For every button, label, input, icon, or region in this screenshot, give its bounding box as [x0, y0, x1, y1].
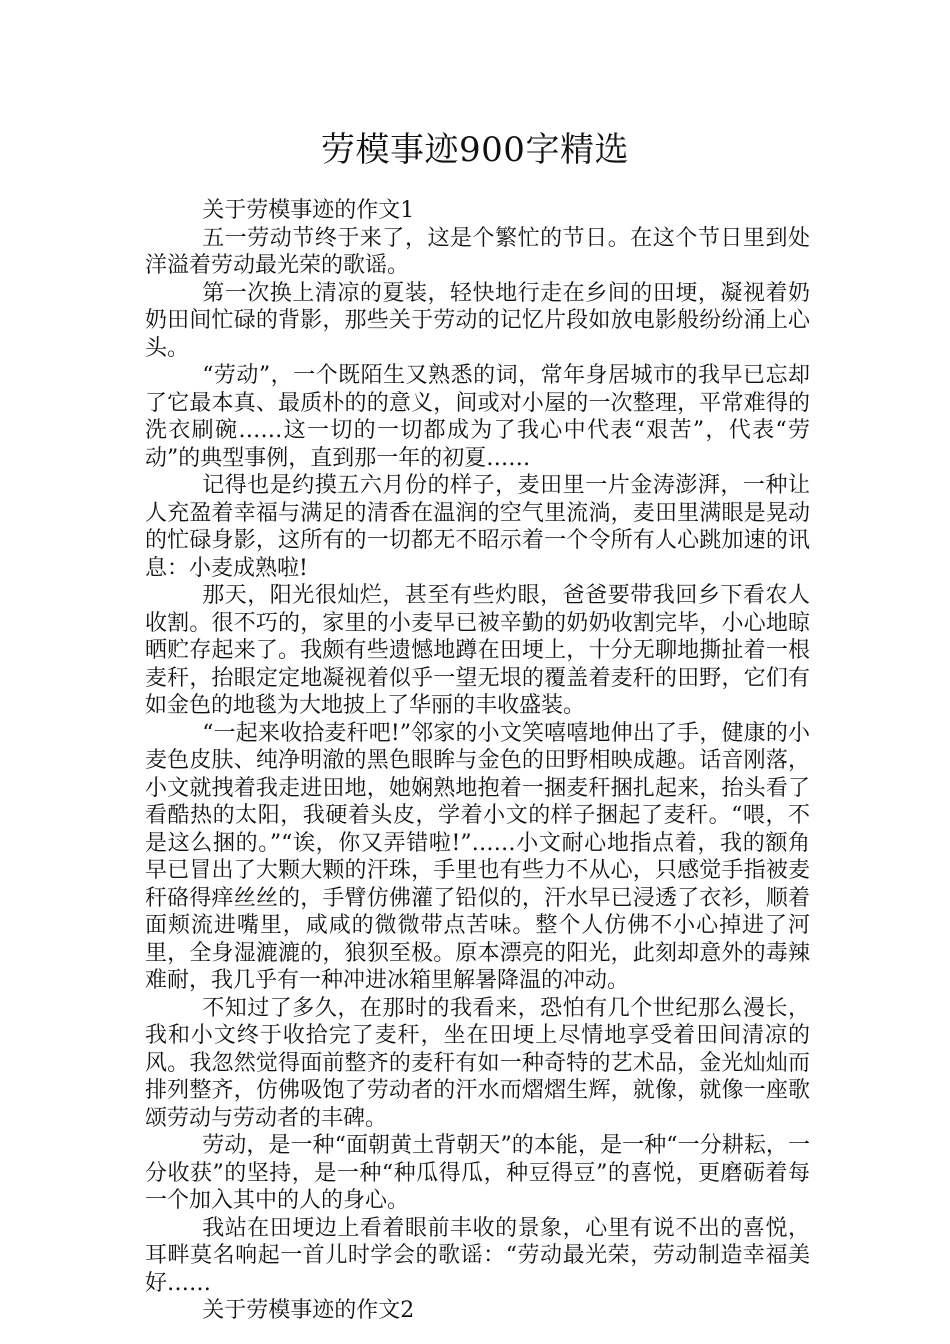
- document-body: [145, 197, 810, 1325]
- paragraph: 我站在田埂边上看着眼前丰收的景象，心里有说不出的喜悦，耳畔莫名响起一首儿时学会的歌谣：“劳动最光荣，劳动制造幸福美好……: [145, 1215, 810, 1296]
- document-title: 劳模事迹900字精选: [321, 130, 629, 170]
- paragraph: “劳动”，一个既陌生又熟悉的词，常年身居城市的我早已忘却了它最本真、最质朴的的意义，间或对小屋的一次整理，平常难得的洗衣刷碗……这一切的一切都成为了我心中代表“艰苦”，代表“劳动”的典型事例，直到那一年的初夏……: [145, 363, 810, 471]
- paragraph: 五一劳动节终于来了，这是个繁忙的节日。在这个节日里到处洋溢着劳动最光荣的歌谣。: [145, 225, 810, 278]
- paragraph: 那天，阳光很灿烂，甚至有些灼眼，爸爸要带我回乡下看农人收割。很不巧的，家里的小麦早已被辛勤的奶奶收割完毕，小心地晾晒贮存起来了。我颇有些遗憾地蹲在田埂上，十分无聊地撕扯着一根麦秆，抬眼定定地凝视着似乎一望无垠的覆盖着麦秆的田野，它们有如金色的地毯为大地披上了华丽的丰收盛装。: [145, 583, 810, 718]
- essay-heading-1: 关于劳模事迹的作文1: [202, 198, 415, 223]
- paragraph: 记得也是约摸五六月份的样子，麦田里一片金涛澎湃，一种让人充盈着幸福与满足的清香在温润的空气里流淌，麦田里满眼是晃动的忙碌身影，这所有的一切都无不昭示着一个令所有人心跳加速的讯息：小麦成熟啦!: [145, 473, 810, 581]
- essay-heading-2: 关于劳模事迹的作文2: [202, 1298, 415, 1323]
- paragraph: 不知过了多久，在那时的我看来，恐怕有几个世纪那么漫长，我和小文终于收拾完了麦秆，坐在田埂上尽情地享受着田间清凉的风。我忽然觉得面前整齐的麦秆有如一种奇特的艺术品，金光灿灿而排列整齐，仿佛吸饱了劳动者的汗水而熠熠生辉，就像，就像一座歌颂劳动与劳动者的丰碑。: [145, 995, 810, 1131]
- paragraph: 第一次换上清凉的夏装，轻快地行走在乡间的田埂，凝视着奶奶田间忙碌的背影，那些关于劳动的记忆片段如放电影般纷纷涌上心头。: [145, 280, 810, 361]
- paragraph: “一起来收拾麦秆吧!”邻家的小文笑嘻嘻地伸出了手，健康的小麦色皮肤、纯净明澈的黑色眼眸与金色的田野相映成趣。话音刚落，小文就拽着我走进田地，她娴熟地抱着一捆麦秆捆扎起来，抬头看了看酷热的太阳，我硬着头皮，学着小文的样子捆起了麦秆。“喂，不是这么捆的。”“诶，你又弄错啦!”……小文耐心地指点着，我的额角早已冒出了大颗大颗的汗珠，手里也有些力不从心，只感觉手指被麦秆硌得痒丝丝的，手臂仿佛灌了铅似的，汗水早已浸透了衣衫，顺着面颊流进嘴里，咸咸的微微带点苦味。整个人仿佛不小心掉进了河里，全身湿漉漉的，狼狈至极。原本漂亮的阳光，此刻却意外的毒辣难耐，我几乎有一种冲进冰箱里解暑降温的冲动。: [145, 720, 810, 993]
- paragraph: 劳动，是一种“面朝黄土背朝天”的本能，是一种“一分耕耘，一分收获”的坚持，是一种“种瓜得瓜，种豆得豆”的喜悦，更磨砺着每一个加入其中的人的身心。: [145, 1133, 810, 1213]
